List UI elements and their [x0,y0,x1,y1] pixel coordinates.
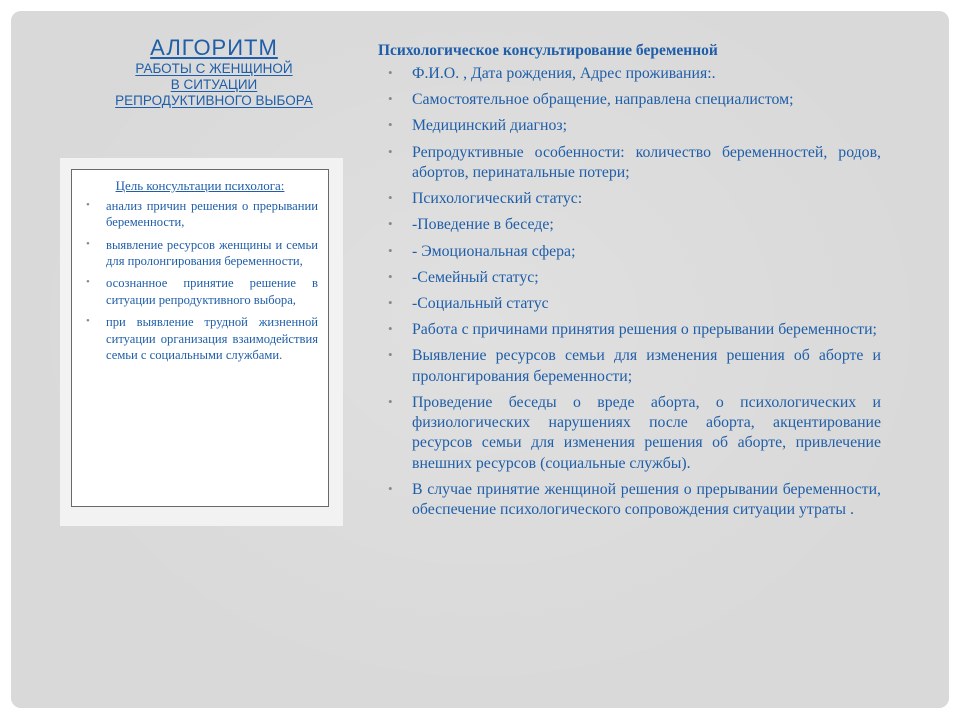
bullet-icon: • [86,315,90,328]
goal-box [71,169,329,507]
consultation-item [376,320,881,340]
bullet-icon: • [388,321,393,337]
consultation-item-text: Выявление ресурсов семьи для изменения решения об аборте и пролонгирования беременности; [412,347,881,385]
consultation-item-text: Ф.И.О. , Дата рождения, Адрес проживания:. [412,65,716,82]
bullet-icon: • [388,347,393,363]
goal-title: Цель консультации психолога: [115,178,285,193]
consultation-item-text: - Эмоциональная сфера; [412,242,576,260]
consultation-item [376,215,881,235]
consultation-heading: Психологическое консультирование беременной [378,42,718,59]
consultation-item [376,480,881,520]
bullet-icon: • [388,268,393,284]
consultation-item-text: Репродуктивные особенности: количество беременностей, родов, абортов, перинатальные потери; [412,143,881,181]
goal-item-text: анализ причин решения о прерывании беременности, [106,199,318,230]
consultation-item [376,346,881,386]
bullet-icon: • [86,276,90,289]
title-sub-line-1: РАБОТЫ С ЖЕНЩИНОЙ [135,60,293,76]
consultation-item-text: Работа с причинами принятия решения о прерывании беременности; [412,321,877,339]
goal-item-text: выявление ресурсов женщины и семьи для пролонгирования беременности, [106,237,318,269]
bullet-icon: • [388,294,393,310]
bullet-icon: • [86,237,90,250]
bullet-icon: • [86,199,90,211]
goal-box-frame [60,158,343,526]
bullet-icon: • [388,393,393,409]
consultation-item-text: В случае принятие женщиной решения о прерывании беременности, обеспечение психологического сопровождения ситуации утраты . [412,480,881,518]
consultation-item [376,189,881,209]
consultation-item [376,294,881,314]
slide-title [83,35,345,109]
consultation-item-text: Самостоятельное обращение, направлена специалистом; [412,91,794,109]
consultation-item [376,268,881,288]
goal-list [72,198,328,363]
title-sub-line-3: РЕПРОДУКТИВНОГО ВЫБОРА [115,92,313,108]
goal-item [84,237,318,270]
goal-item-text: при выявление трудной жизненной ситуации организация взаимодействия семьи с социальными службами. [106,315,318,362]
consultation-item [376,116,881,136]
bullet-icon: • [388,65,393,80]
consultation-item [376,143,881,183]
consultation-list [376,64,881,520]
bullet-icon: • [388,216,393,232]
consultation-item-text: -Семейный статус; [412,268,539,286]
consultation-item-text: -Поведение в беседе; [412,216,554,234]
bullet-icon: • [388,143,393,159]
bullet-icon: • [388,117,393,133]
consultation-item [376,242,881,262]
consultation-item [376,64,881,84]
bullet-icon: • [388,91,393,107]
bullet-icon: • [388,190,393,206]
bullet-icon: • [388,242,393,258]
bullet-icon: • [388,480,393,496]
consultation-item-text: Психологический статус: [412,190,583,208]
consultation-item [376,393,881,474]
goal-item [84,198,318,231]
title-main: АЛГОРИТМ [150,35,278,60]
consultation-item-text: -Социальный статус [412,294,549,312]
goal-item-text: осознанное принятие решение в ситуации репродуктивного выбора, [106,276,318,307]
consultation-item-text: Проведение беседы о вреде аборта, о психологических и физиологических нарушениях после аборта, акцентирование ресурсов семьи для изменения решения об аборте, привлечение внешних ресурсов (социальные службы). [412,393,881,472]
title-sub-line-2: В СИТУАЦИИ [170,76,258,92]
goal-item [84,275,318,308]
consultation-section [376,42,881,526]
consultation-item [376,90,881,110]
consultation-item-text: Медицинский диагноз; [412,117,567,135]
slide [11,11,949,708]
goal-item [84,314,318,363]
